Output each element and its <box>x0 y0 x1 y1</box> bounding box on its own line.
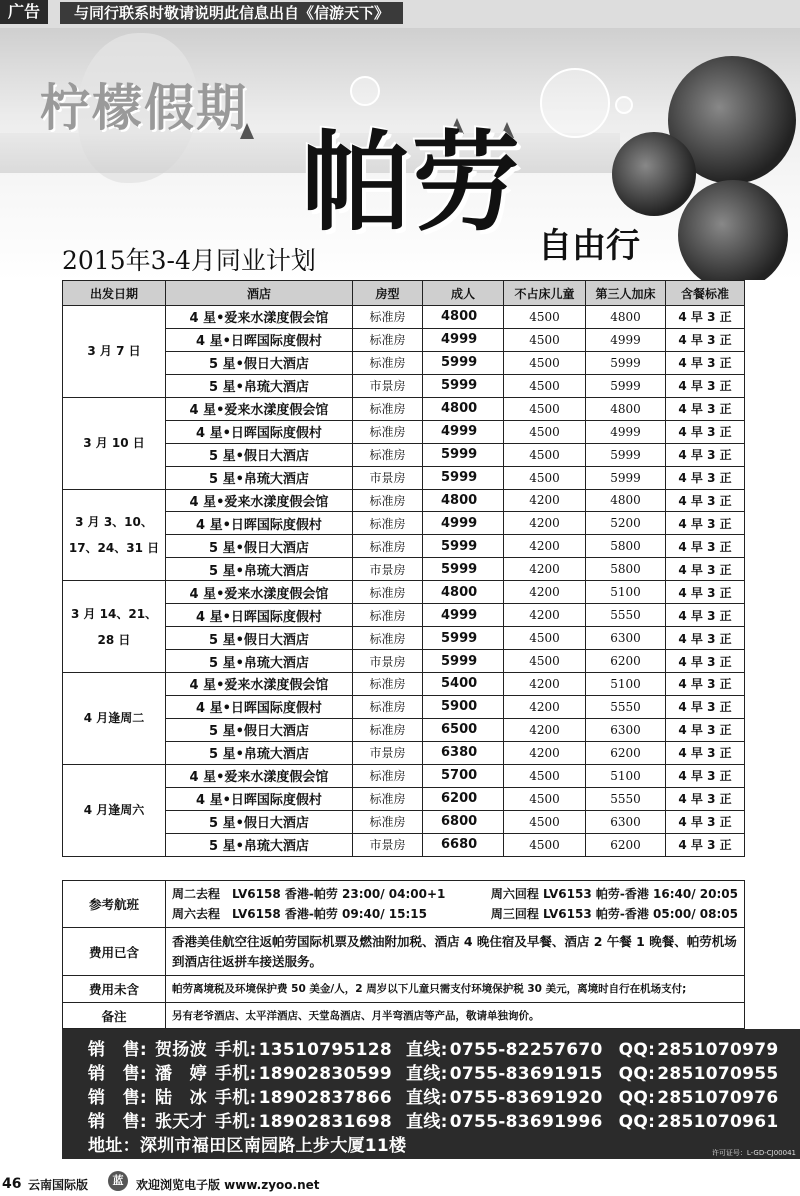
room-type: 市景房 <box>353 741 423 764</box>
room-type: 标准房 <box>353 673 423 696</box>
sales-contact <box>88 1059 779 1085</box>
room-type: 标准房 <box>353 328 423 351</box>
tel-label: 直线: <box>406 1040 448 1060</box>
extra-bed-price: 5100 <box>586 673 666 696</box>
adult-price: 5999 <box>423 650 504 673</box>
table-row <box>63 443 745 466</box>
meal-standard: 4 早 3 正 <box>666 764 745 787</box>
table-row <box>63 420 745 443</box>
mobile-number: 18902830599 <box>258 1064 393 1084</box>
room-type: 标准房 <box>353 764 423 787</box>
excluded-row <box>63 976 745 1003</box>
column-header: 房型 <box>353 281 423 306</box>
table-row <box>63 512 745 535</box>
table-row <box>63 741 745 764</box>
tel-label: 直线: <box>406 1088 448 1108</box>
table-row <box>63 535 745 558</box>
adult-price: 4800 <box>423 306 504 329</box>
hotel-name: 5 星•假日大酒店 <box>166 351 353 374</box>
meal-standard: 4 早 3 正 <box>666 627 745 650</box>
table-row <box>63 558 745 581</box>
sales-contact <box>88 1083 779 1109</box>
room-type: 标准房 <box>353 306 423 329</box>
qq-number: 2851070976 <box>657 1088 779 1108</box>
adult-price: 4999 <box>423 512 504 535</box>
adult-price: 4999 <box>423 420 504 443</box>
adult-price: 4999 <box>423 604 504 627</box>
table-row <box>63 604 745 627</box>
extra-bed-price: 5800 <box>586 535 666 558</box>
source-notice: 与同行联系时敬请说明此信息出自《信游天下》 <box>60 2 403 24</box>
hotel-name: 5 星•帛琉大酒店 <box>166 833 353 856</box>
qq-number: 2851070961 <box>657 1112 779 1132</box>
adult-price: 5700 <box>423 764 504 787</box>
sales-role: 销 售: <box>88 1040 147 1060</box>
qq-label: QQ: <box>618 1112 656 1132</box>
extra-bed-price: 4999 <box>586 420 666 443</box>
room-type: 标准房 <box>353 512 423 535</box>
column-header: 酒店 <box>166 281 353 306</box>
product-subtitle: 自由行 <box>538 226 640 266</box>
child-price: 4200 <box>504 741 586 764</box>
room-type: 标准房 <box>353 443 423 466</box>
plan-title: 2015年3-4月同业计划 <box>62 246 316 275</box>
column-header: 含餐标准 <box>666 281 745 306</box>
remark-label: 备注 <box>63 1003 166 1029</box>
meal-standard: 4 早 3 正 <box>666 695 745 718</box>
child-price: 4500 <box>504 787 586 810</box>
room-type: 市景房 <box>353 374 423 397</box>
ebook-link[interactable]: 欢迎浏览电子版 www.zyoo.net <box>136 1178 320 1192</box>
mobile-label: 手机: <box>214 1040 257 1060</box>
bubble-icon <box>540 68 610 138</box>
hotel-name: 5 星•帛琉大酒店 <box>166 650 353 673</box>
room-type: 市景房 <box>353 650 423 673</box>
child-price: 4200 <box>504 581 586 604</box>
hotel-name: 5 星•假日大酒店 <box>166 535 353 558</box>
page-number: 46 <box>2 1176 22 1192</box>
extra-bed-price: 5999 <box>586 466 666 489</box>
meal-standard: 4 早 3 正 <box>666 397 745 420</box>
hotel-name: 5 星•假日大酒店 <box>166 627 353 650</box>
sales-role: 销 售: <box>88 1064 147 1084</box>
tel-number: 0755-83691920 <box>449 1088 603 1108</box>
mobile-number: 13510795128 <box>258 1040 393 1060</box>
table-row <box>63 397 745 420</box>
included-label: 费用已含 <box>63 928 166 976</box>
child-price: 4200 <box>504 673 586 696</box>
extra-bed-price: 5200 <box>586 512 666 535</box>
room-type: 标准房 <box>353 581 423 604</box>
magazine-logo-icon: 蓝 <box>108 1171 128 1191</box>
sales-role: 销 售: <box>88 1088 147 1108</box>
included-text: 香港美佳航空往返帕劳国际机票及燃油附加税、酒店 4 晚住宿及早餐、酒店 2 午餐 1 晚餐、帕劳机场到酒店往返拼车接送服务。 <box>166 928 745 976</box>
extra-bed-price: 6200 <box>586 833 666 856</box>
flight-line <box>172 904 738 924</box>
extra-bed-price: 4800 <box>586 397 666 420</box>
adult-price: 6500 <box>423 718 504 741</box>
hotel-name: 5 星•帛琉大酒店 <box>166 374 353 397</box>
table-row <box>63 581 745 604</box>
child-price: 4200 <box>504 604 586 627</box>
outbound-flight: 周六去程 LV6158 香港-帕劳 09:40/ 15:15 <box>172 907 427 921</box>
departure-date: 3 月 14、21、28 日 <box>63 581 166 673</box>
hotel-name: 4 星•爱来水漾度假会馆 <box>166 397 353 420</box>
column-header: 出发日期 <box>63 281 166 306</box>
flight-label: 参考航班 <box>63 881 166 928</box>
tel-number: 0755-83691915 <box>449 1064 603 1084</box>
islands-photo <box>678 180 788 280</box>
child-price: 4200 <box>504 695 586 718</box>
ad-tag: 广告 <box>0 0 48 24</box>
table-row <box>63 374 745 397</box>
meal-standard: 4 早 3 正 <box>666 489 745 512</box>
hotel-name: 4 星•爱来水漾度假会馆 <box>166 673 353 696</box>
sales-role: 销 售: <box>88 1112 147 1132</box>
meal-standard: 4 早 3 正 <box>666 420 745 443</box>
mobile-label: 手机: <box>214 1088 257 1108</box>
adult-price: 4800 <box>423 489 504 512</box>
extra-bed-price: 5550 <box>586 604 666 627</box>
adult-price: 6800 <box>423 810 504 833</box>
hotel-name: 4 星•日晖国际度假村 <box>166 787 353 810</box>
mobile-label: 手机: <box>214 1064 257 1084</box>
sales-contact <box>88 1035 779 1061</box>
qq-label: QQ: <box>618 1064 656 1084</box>
extra-bed-price: 5999 <box>586 351 666 374</box>
sales-name: 张天才 <box>155 1112 207 1132</box>
remark-row <box>63 1003 745 1029</box>
table-row <box>63 650 745 673</box>
excluded-label: 费用未含 <box>63 976 166 1003</box>
room-type: 市景房 <box>353 833 423 856</box>
remark-text: 另有老爷酒店、太平洋酒店、天堂岛酒店、月半弯酒店等产品，敬请单独询价。 <box>166 1003 745 1029</box>
adult-price: 5900 <box>423 695 504 718</box>
meal-standard: 4 早 3 正 <box>666 718 745 741</box>
hotel-name: 4 星•日晖国际度假村 <box>166 695 353 718</box>
hotel-name: 4 星•爱来水漾度假会馆 <box>166 306 353 329</box>
flight-row <box>63 881 745 928</box>
child-price: 4500 <box>504 833 586 856</box>
table-row <box>63 673 745 696</box>
table-row <box>63 810 745 833</box>
table-row <box>63 718 745 741</box>
room-type: 标准房 <box>353 420 423 443</box>
table-row <box>63 306 745 329</box>
adult-price: 6680 <box>423 833 504 856</box>
table-row <box>63 833 745 856</box>
table-row <box>63 489 745 512</box>
adult-price: 5999 <box>423 466 504 489</box>
meal-standard: 4 早 3 正 <box>666 810 745 833</box>
room-type: 市景房 <box>353 466 423 489</box>
hotel-name: 5 星•帛琉大酒店 <box>166 558 353 581</box>
child-price: 4200 <box>504 512 586 535</box>
table-row <box>63 695 745 718</box>
extra-bed-price: 4800 <box>586 489 666 512</box>
hotel-name: 4 星•爱来水漾度假会馆 <box>166 764 353 787</box>
meal-standard: 4 早 3 正 <box>666 833 745 856</box>
column-header: 第三人加床 <box>586 281 666 306</box>
extra-bed-price: 5999 <box>586 443 666 466</box>
child-price: 4500 <box>504 650 586 673</box>
child-price: 4500 <box>504 627 586 650</box>
mobile-number: 18902831698 <box>258 1112 393 1132</box>
adult-price: 6380 <box>423 741 504 764</box>
adult-price: 5999 <box>423 374 504 397</box>
table-row <box>63 466 745 489</box>
table-row <box>63 328 745 351</box>
hotel-name: 5 星•假日大酒店 <box>166 718 353 741</box>
child-price: 4200 <box>504 558 586 581</box>
departure-date: 4 月逢周六 <box>63 764 166 856</box>
meal-standard: 4 早 3 正 <box>666 787 745 810</box>
extra-bed-price: 5999 <box>586 374 666 397</box>
qq-label: QQ: <box>618 1040 656 1060</box>
column-header: 不占床儿童 <box>504 281 586 306</box>
child-price: 4500 <box>504 420 586 443</box>
coral-photo <box>612 132 696 216</box>
column-header: 成人 <box>423 281 504 306</box>
hotel-name: 5 星•帛琉大酒店 <box>166 741 353 764</box>
meal-standard: 4 早 3 正 <box>666 374 745 397</box>
top-ad-strip <box>0 0 800 28</box>
departure-date: 3 月 3、10、17、24、31 日 <box>63 489 166 581</box>
mobile-label: 手机: <box>214 1112 257 1132</box>
child-price: 4500 <box>504 810 586 833</box>
meal-standard: 4 早 3 正 <box>666 741 745 764</box>
tel-number: 0755-82257670 <box>449 1040 603 1060</box>
room-type: 标准房 <box>353 718 423 741</box>
page-footer <box>0 1170 800 1196</box>
tel-label: 直线: <box>406 1112 448 1132</box>
hotel-name: 4 星•爱来水漾度假会馆 <box>166 489 353 512</box>
meal-standard: 4 早 3 正 <box>666 306 745 329</box>
room-type: 市景房 <box>353 558 423 581</box>
hotel-name: 4 星•日晖国际度假村 <box>166 420 353 443</box>
tel-number: 0755-83691996 <box>449 1112 603 1132</box>
room-type: 标准房 <box>353 695 423 718</box>
adult-price: 5999 <box>423 535 504 558</box>
flight-line <box>172 884 738 904</box>
table-header-row <box>63 281 745 306</box>
outbound-flight: 周二去程 LV6158 香港-帕劳 23:00/ 04:00+1 <box>172 887 446 901</box>
departure-date: 3 月 7 日 <box>63 306 166 398</box>
adult-price: 5999 <box>423 443 504 466</box>
room-type: 标准房 <box>353 535 423 558</box>
mobile-number: 18902837866 <box>258 1088 393 1108</box>
meal-standard: 4 早 3 正 <box>666 466 745 489</box>
sales-contact <box>88 1107 779 1133</box>
extra-bed-price: 5100 <box>586 764 666 787</box>
extra-bed-price: 5800 <box>586 558 666 581</box>
extra-bed-price: 4800 <box>586 306 666 329</box>
hotel-name: 5 星•假日大酒店 <box>166 443 353 466</box>
magazine-name: 云南国际版 <box>28 1178 89 1192</box>
room-type: 标准房 <box>353 351 423 374</box>
adult-price: 6200 <box>423 787 504 810</box>
meal-standard: 4 早 3 正 <box>666 558 745 581</box>
return-flight: 周六回程 LV6153 帕劳-香港 16:40/ 20:05 <box>490 887 738 901</box>
notes-table <box>62 880 745 1029</box>
destination-title: 帕劳 <box>302 120 523 246</box>
extra-bed-price: 6200 <box>586 650 666 673</box>
brand-logo: 柠檬假期 <box>40 78 248 137</box>
meal-standard: 4 早 3 正 <box>666 535 745 558</box>
child-price: 4200 <box>504 535 586 558</box>
sales-name: 潘 婷 <box>155 1064 207 1084</box>
return-flight: 周三回程 LV6153 帕劳-香港 05:00/ 08:05 <box>490 907 738 921</box>
hotel-name: 5 星•假日大酒店 <box>166 810 353 833</box>
child-price: 4500 <box>504 764 586 787</box>
departure-date: 3 月 10 日 <box>63 397 166 489</box>
child-price: 4200 <box>504 718 586 741</box>
extra-bed-price: 6300 <box>586 627 666 650</box>
contact-block <box>62 1029 800 1159</box>
child-price: 4500 <box>504 328 586 351</box>
extra-bed-price: 4999 <box>586 328 666 351</box>
adult-price: 5999 <box>423 351 504 374</box>
sales-name: 贺扬波 <box>155 1040 207 1060</box>
child-price: 4500 <box>504 466 586 489</box>
qq-label: QQ: <box>618 1088 656 1108</box>
hotel-name: 4 星•日晖国际度假村 <box>166 512 353 535</box>
extra-bed-price: 5550 <box>586 787 666 810</box>
adult-price: 4800 <box>423 581 504 604</box>
bubble-icon <box>615 96 633 114</box>
meal-standard: 4 早 3 正 <box>666 604 745 627</box>
departure-date: 4 月逢周二 <box>63 673 166 765</box>
hotel-name: 4 星•日晖国际度假村 <box>166 328 353 351</box>
child-price: 4500 <box>504 443 586 466</box>
meal-standard: 4 早 3 正 <box>666 512 745 535</box>
room-type: 标准房 <box>353 604 423 627</box>
price-table <box>62 280 745 857</box>
excluded-text: 帕劳离境税及环境保护费 50 美金/人，2 周岁以下儿童只需支付环境保护税 30 美元，离境时自行在机场支付; <box>166 976 745 1003</box>
tel-label: 直线: <box>406 1064 448 1084</box>
adult-price: 4800 <box>423 397 504 420</box>
adult-price: 5999 <box>423 627 504 650</box>
meal-standard: 4 早 3 正 <box>666 443 745 466</box>
hero-banner <box>0 28 800 280</box>
extra-bed-price: 6300 <box>586 810 666 833</box>
table-row <box>63 627 745 650</box>
child-price: 4500 <box>504 374 586 397</box>
child-price: 4500 <box>504 397 586 420</box>
adult-price: 5400 <box>423 673 504 696</box>
table-row <box>63 351 745 374</box>
hotel-name: 4 星•爱来水漾度假会馆 <box>166 581 353 604</box>
hotel-name: 5 星•帛琉大酒店 <box>166 466 353 489</box>
table-row <box>63 764 745 787</box>
room-type: 标准房 <box>353 397 423 420</box>
included-row <box>63 928 745 976</box>
hotel-name: 4 星•日晖国际度假村 <box>166 604 353 627</box>
adult-price: 5999 <box>423 558 504 581</box>
extra-bed-price: 5550 <box>586 695 666 718</box>
room-type: 标准房 <box>353 489 423 512</box>
extra-bed-price: 6200 <box>586 741 666 764</box>
qq-number: 2851070979 <box>657 1040 779 1060</box>
meal-standard: 4 早 3 正 <box>666 328 745 351</box>
meal-standard: 4 早 3 正 <box>666 650 745 673</box>
address: 地址：深圳市福田区南园路上步大厦11楼 <box>88 1136 407 1156</box>
child-price: 4500 <box>504 351 586 374</box>
meal-standard: 4 早 3 正 <box>666 581 745 604</box>
room-type: 标准房 <box>353 787 423 810</box>
meal-standard: 4 早 3 正 <box>666 673 745 696</box>
child-price: 4500 <box>504 306 586 329</box>
sales-name: 陆 冰 <box>155 1088 207 1108</box>
qq-number: 2851070955 <box>657 1064 779 1084</box>
adult-price: 4999 <box>423 328 504 351</box>
license-number: 许可证号：L-GD-CJ00041 <box>711 1149 796 1157</box>
child-price: 4200 <box>504 489 586 512</box>
room-type: 标准房 <box>353 627 423 650</box>
room-type: 标准房 <box>353 810 423 833</box>
extra-bed-price: 6300 <box>586 718 666 741</box>
table-row <box>63 787 745 810</box>
extra-bed-price: 5100 <box>586 581 666 604</box>
meal-standard: 4 早 3 正 <box>666 351 745 374</box>
